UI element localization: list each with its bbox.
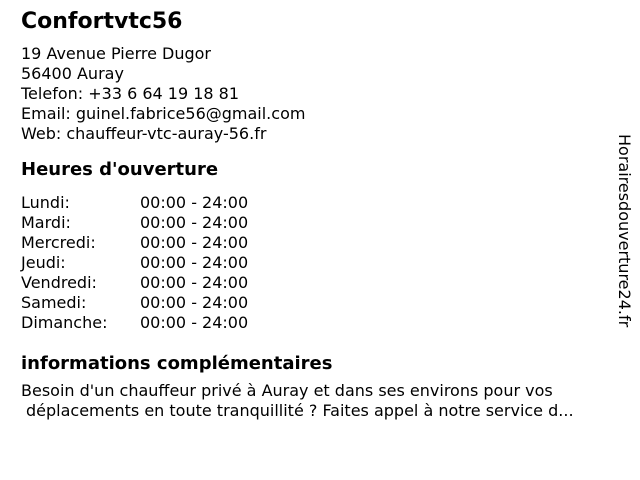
phone-line: Telefon: +33 6 64 19 18 81 (21, 84, 240, 103)
website-line: Web: chauffeur-vtc-auray-56.fr (21, 124, 267, 143)
day-label: Dimanche: (21, 313, 108, 332)
day-label: Mercredi: (21, 233, 96, 252)
hours-heading: Heures d'ouverture (21, 159, 219, 180)
address-street: 19 Avenue Pierre Dugor (21, 44, 211, 63)
additional-info-paragraph (21, 381, 640, 421)
time-value: 00:00 - 24:00 (140, 273, 249, 292)
hours-row-friday (21, 273, 640, 293)
site-watermark: Horairesdouverture24.fr (615, 134, 634, 328)
info-text-line2: déplacements en toute tranquillité ? Faites appel à notre service d... (26, 401, 574, 420)
email-line: Email: guinel.fabrice56@gmail.com (21, 104, 306, 123)
time-value: 00:00 - 24:00 (140, 313, 249, 332)
additional-info-heading: informations complémentaires (21, 353, 333, 374)
day-label: Samedi: (21, 293, 87, 312)
hours-row-tuesday (21, 213, 640, 233)
address-city: 56400 Auray (21, 64, 124, 83)
day-label: Vendredi: (21, 273, 97, 292)
contact-block (21, 44, 640, 144)
info-text-line1: Besoin d'un chauffeur privé à Auray et dans ses environs pour vos (21, 381, 553, 400)
day-label: Lundi: (21, 193, 70, 212)
opening-hours-table (21, 193, 640, 333)
hours-row-saturday (21, 293, 640, 313)
time-value: 00:00 - 24:00 (140, 233, 249, 252)
day-label: Mardi: (21, 213, 71, 232)
time-value: 00:00 - 24:00 (140, 213, 249, 232)
day-label: Jeudi: (21, 253, 66, 272)
hours-row-monday (21, 193, 640, 213)
hours-row-thursday (21, 253, 640, 273)
time-value: 00:00 - 24:00 (140, 193, 249, 212)
hours-row-sunday (21, 313, 640, 333)
hours-row-wednesday (21, 233, 640, 253)
time-value: 00:00 - 24:00 (140, 293, 249, 312)
page-title: Confortvtc56 (21, 9, 183, 34)
time-value: 00:00 - 24:00 (140, 253, 249, 272)
